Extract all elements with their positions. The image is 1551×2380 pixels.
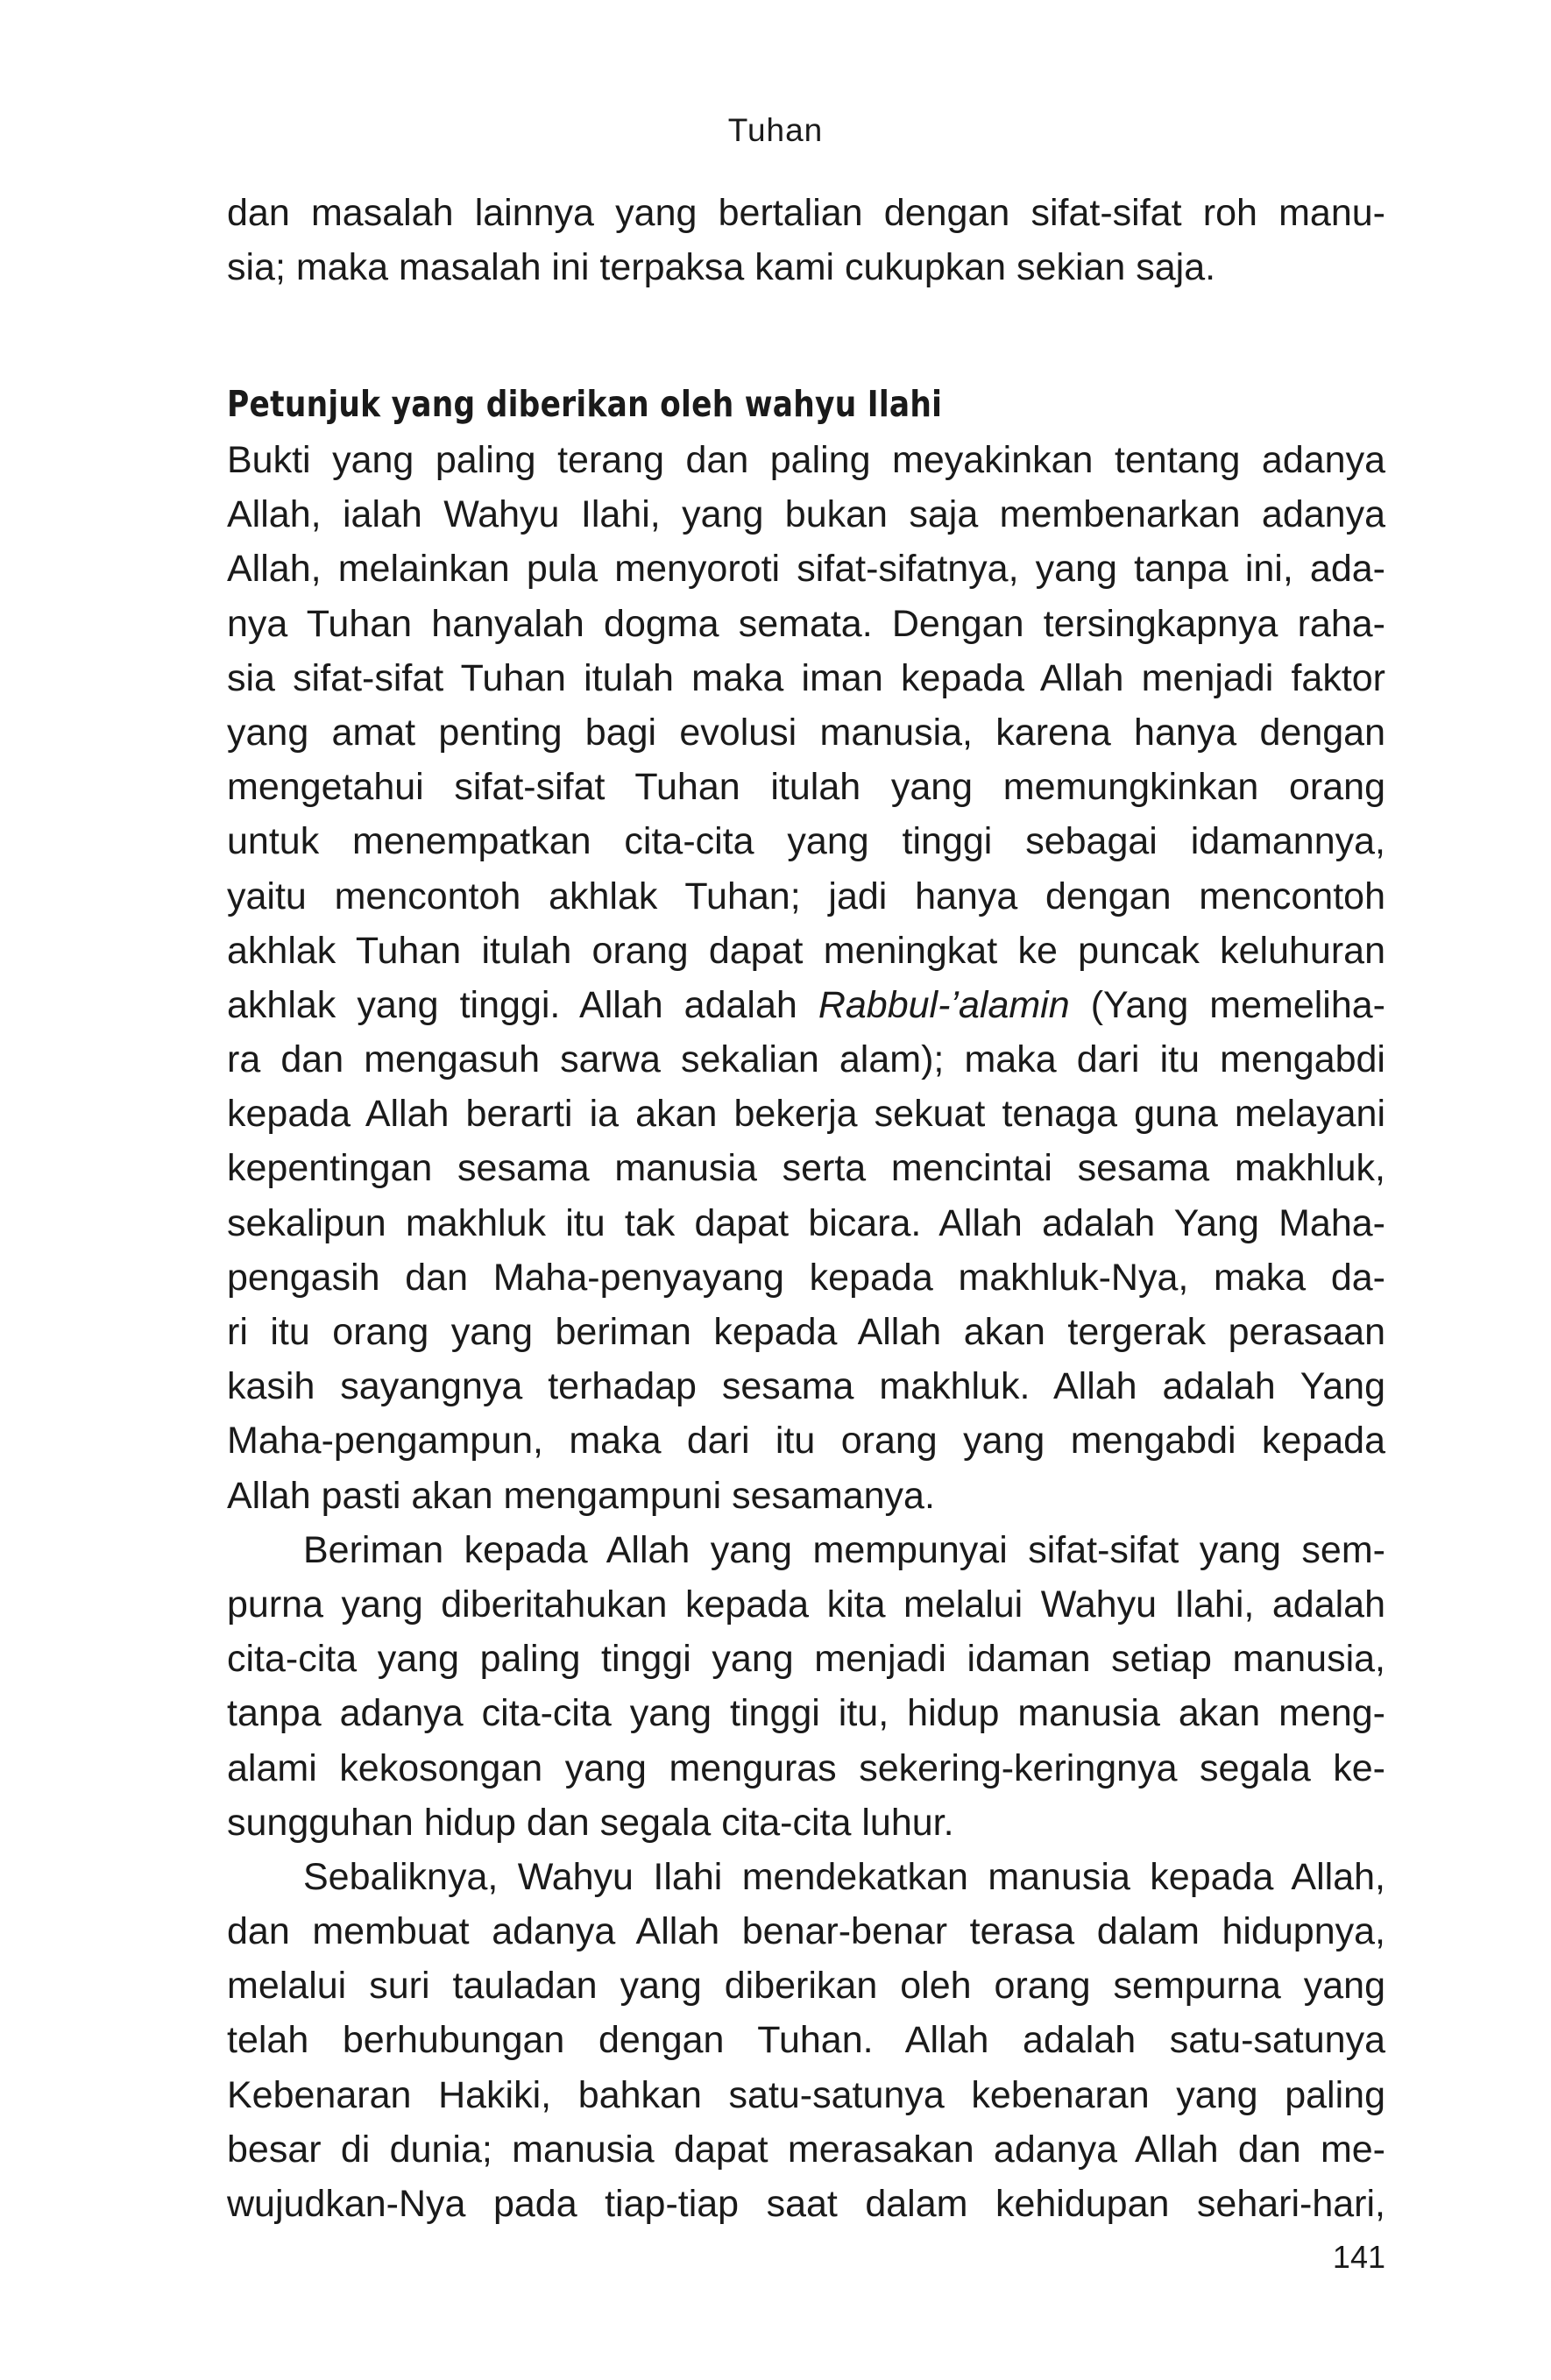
text-line: wujudkan-Nya pada tiap-tiap saat dalam kehidupan sehari-hari, [227,2183,1385,2225]
text-line: melalui suri tauladan yang diberikan oleh orang sempurna yang [227,1965,1385,2008]
text-line: cita-cita yang paling tinggi yang menjadi idaman setiap manusia, [227,1638,1385,1681]
text-line: sekalipun makhluk itu tak dapat bicara. Allah adalah Yang Maha- [227,1201,1385,1244]
paragraph-3 [227,1850,1385,2231]
section-heading: Petunjuk yang diberikan oleh wahyu Ilahi [227,383,943,425]
text-line: kepentingan sesama manusia serta mencintai sesama makhluk, [227,1147,1385,1190]
text-line: yaitu mencontoh akhlak Tuhan; jadi hanya dengan mencontoh [227,875,1385,917]
text-line: Maha-pengampun, maka dari itu orang yang mengabdi kepada [227,1420,1385,1463]
text-line: besar di dunia; manusia dapat merasakan adanya Allah dan me- [227,2128,1385,2171]
text-line: dan membuat adanya Allah benar-benar terasa dalam hidupnya, [227,1910,1385,1953]
text-line: sungguhan hidup dan segala cita-cita luhur. [227,1801,954,1844]
paragraph-2 [227,1523,1385,1850]
text-line: Kebenaran Hakiki, bahkan satu-satunya kebenaran yang paling [227,2073,1385,2116]
text-line: kasih sayangnya terhadap sesama makhluk. Allah adalah Yang [227,1365,1385,1408]
text-line: Allah pasti akan mengampuni sesamanya. [227,1474,935,1517]
text-line: telah berhubungan dengan Tuhan. Allah adalah satu-satunya [227,2019,1385,2062]
continued-paragraph [227,186,1385,294]
text-run: akhlak yang tinggi. Allah adalah [227,983,818,1026]
section [227,375,1385,2231]
text-line: sia; maka masalah ini terpaksa kami cukupkan sekian saja. [227,246,1216,289]
text-line: dan masalah lainnya yang bertalian dengan sifat-sifat roh manu- [227,192,1385,234]
text-line: ra dan mengasuh sarwa sekalian alam); maka dari itu mengabdi [227,1038,1385,1081]
text-line: purna yang diberitahukan kepada kita melalui Wahyu Ilahi, adalah [227,1583,1385,1626]
italic-term: Rabbul-’alamin [818,983,1070,1026]
text-line: Bukti yang paling terang dan paling meyakinkan tentang adanya [227,439,1385,481]
text-line: sia sifat-sifat Tuhan itulah maka iman kepada Allah menjadi faktor [227,656,1385,699]
text-line: Beriman kepada Allah yang mempunyai sifat-sifat yang sem- [303,1528,1385,1571]
text-line: tanpa adanya cita-cita yang tinggi itu, hidup manusia akan meng- [227,1692,1385,1735]
text-line: nya Tuhan hanyalah dogma semata. Dengan tersingkapnya raha- [227,602,1385,645]
page-number: 141 [1332,2239,1385,2275]
text-line: untuk menempatkan cita-cita yang tinggi sebagai idamannya, [227,820,1385,863]
running-head: Tuhan [727,112,824,148]
text-line-with-italic [227,978,1385,1032]
text-line: yang amat penting bagi evolusi manusia, karena hanya dengan [227,711,1385,754]
text-line: akhlak Tuhan itulah orang dapat meningkat ke puncak keluhuran [227,929,1385,972]
text-line: pengasih dan Maha-penyayang kepada makhluk-Nya, maka da- [227,1256,1385,1299]
text-line: Allah, melainkan pula menyoroti sifat-sifatnya, yang tanpa ini, ada- [227,548,1385,591]
text-line: kepada Allah berarti ia akan bekerja sekuat tenaga guna melayani [227,1093,1385,1136]
text-run: (Yang memeliha- [1069,983,1386,1026]
text-line: ri itu orang yang beriman kepada Allah akan tergerak perasaan [227,1311,1385,1353]
text-line: Sebaliknya, Wahyu Ilahi mendekatkan manusia kepada Allah, [303,1855,1385,1898]
text-line: mengetahui sifat-sifat Tuhan itulah yang memungkinkan orang [227,766,1385,809]
paragraph-1 [227,433,1385,1523]
text-line: Allah, ialah Wahyu Ilahi, yang bukan saja membenarkan adanya [227,493,1385,536]
text-line: alami kekosongan yang menguras sekering-keringnya segala ke- [227,1746,1385,1789]
